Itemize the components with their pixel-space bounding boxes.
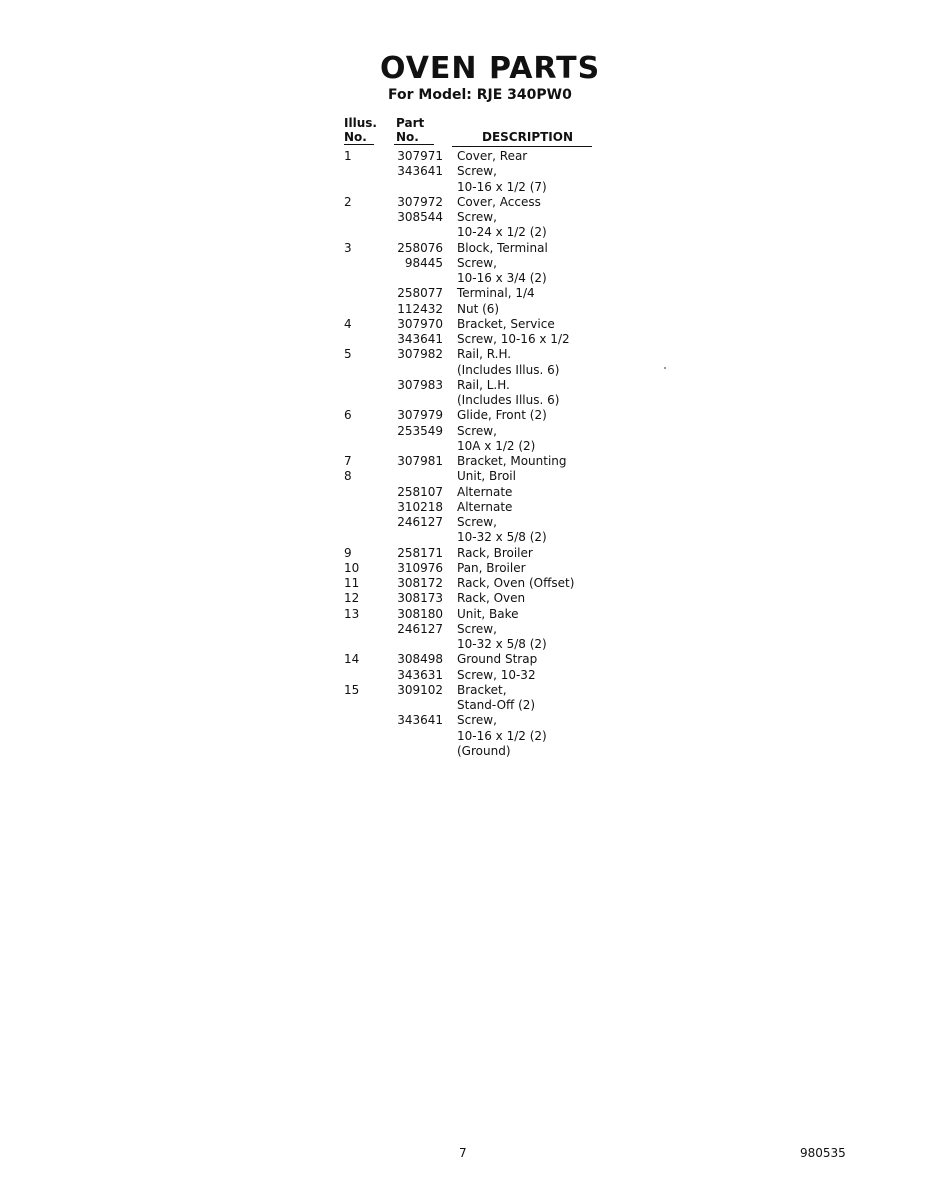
table-row (0, 210, 951, 225)
part-description: Screw, 10-16 x 1/2 (457, 332, 570, 346)
part-number: 309102 (397, 682, 443, 697)
part-description: Glide, Front (2) (457, 408, 547, 423)
table-row (0, 607, 951, 622)
table-row (0, 286, 951, 301)
table-row (0, 683, 951, 698)
table-row (0, 500, 951, 515)
table-row (0, 149, 951, 164)
header-rule-part (394, 144, 434, 145)
part-description: Rail, L.H. (457, 377, 510, 392)
part-description: 10-16 x 1/2 (2) (457, 728, 547, 743)
document-number: 980535 (800, 1146, 846, 1160)
illus-number: 2 (344, 194, 352, 209)
part-description: Cover, Rear (457, 149, 528, 163)
part-number: 308172 (397, 576, 443, 590)
column-header-illus (344, 116, 377, 144)
column-header-description: DESCRIPTION (482, 130, 574, 144)
column-header-part (396, 116, 424, 144)
illus-number: 9 (344, 545, 352, 560)
table-row (0, 363, 951, 378)
part-number: 343641 (397, 713, 443, 728)
illus-number: 12 (344, 591, 360, 606)
illus-number: 11 (344, 576, 360, 590)
part-number: 308544 (397, 210, 443, 224)
table-row (0, 439, 951, 454)
part-number: 258107 (397, 484, 443, 499)
part-description: Bracket, Mounting (457, 454, 567, 468)
part-description: Terminal, 1/4 (457, 286, 535, 301)
part-description: (Includes Illus. 6) (457, 362, 560, 377)
column-header-illus-line2: No. (344, 130, 367, 144)
part-description: Screw, (457, 210, 497, 224)
table-row (0, 485, 951, 500)
header-rule-description (452, 146, 592, 147)
part-number: 258076 (397, 240, 443, 255)
table-row (0, 271, 951, 286)
part-number: 307971 (397, 149, 443, 163)
part-description: Unit, Bake (457, 606, 519, 621)
part-number: 310976 (397, 560, 443, 575)
part-description: Screw, (457, 423, 497, 438)
column-header-part-line1: Part (396, 116, 425, 130)
illus-number: 4 (344, 316, 352, 331)
table-row (0, 668, 951, 683)
illus-number: 15 (344, 682, 360, 697)
part-description: Rack, Oven (457, 591, 526, 606)
column-header-part-line2: No. (396, 130, 419, 144)
page-number: 7 (459, 1146, 467, 1160)
part-description: 10-16 x 3/4 (2) (457, 271, 547, 285)
part-description: 10-32 x 5/8 (2) (457, 530, 547, 545)
part-number: 98445 (404, 255, 443, 270)
part-description: Alternate (457, 499, 513, 514)
part-number: 258077 (397, 286, 443, 301)
part-number: 258171 (397, 545, 443, 560)
table-row (0, 256, 951, 271)
part-description: Rail, R.H. (457, 347, 512, 362)
table-row (0, 469, 951, 484)
table-row (0, 546, 951, 561)
part-description: Screw, (457, 255, 497, 270)
table-row (0, 393, 951, 408)
table-row (0, 576, 951, 591)
part-description: Stand-Off (2) (457, 698, 536, 712)
part-description: Bracket, (457, 682, 507, 697)
illus-number: 14 (344, 652, 360, 667)
part-number: 308180 (397, 606, 443, 621)
table-row (0, 332, 951, 347)
illus-number: 7 (344, 454, 352, 468)
model-subtitle: For Model: RJE 340PW0 (388, 87, 572, 103)
part-number: 246127 (397, 515, 443, 529)
part-description: Screw, (457, 164, 497, 179)
table-row (0, 652, 951, 667)
part-number: 253549 (397, 423, 443, 438)
part-number: 112432 (397, 301, 443, 316)
part-description: Screw, (457, 713, 497, 728)
part-description: Rack, Broiler (457, 545, 533, 560)
illus-number: 5 (344, 347, 352, 362)
table-row (0, 378, 951, 393)
part-description: Rack, Oven (Offset) (457, 576, 575, 590)
table-row (0, 713, 951, 728)
table-row (0, 561, 951, 576)
part-description: Pan, Broiler (457, 560, 526, 575)
table-row (0, 729, 951, 744)
part-number: 343641 (397, 332, 443, 346)
part-description: 10-16 x 1/2 (7) (457, 179, 547, 194)
part-description: Screw, 10-32 (457, 667, 536, 682)
illus-number: 8 (344, 469, 352, 484)
part-number: 343641 (397, 164, 443, 179)
table-row (0, 225, 951, 240)
illus-number: 3 (344, 240, 352, 255)
part-number: 307972 (397, 194, 443, 209)
part-description: Bracket, Service (457, 316, 555, 331)
part-description: Screw, (457, 621, 497, 636)
part-description: (Ground) (457, 743, 511, 758)
illus-number: 10 (344, 560, 360, 575)
part-number: 308498 (397, 652, 443, 667)
table-row (0, 622, 951, 637)
table-row (0, 530, 951, 545)
table-row (0, 408, 951, 423)
part-description: Screw, (457, 515, 497, 529)
part-description: 10-24 x 1/2 (2) (457, 225, 547, 240)
table-row (0, 164, 951, 179)
table-row (0, 637, 951, 652)
part-number: 343631 (397, 667, 443, 682)
table-row (0, 591, 951, 606)
table-row (0, 424, 951, 439)
table-row (0, 180, 951, 195)
table-row (0, 195, 951, 210)
header-rule-illus (344, 144, 374, 145)
illus-number: 13 (344, 606, 360, 621)
part-number: 307983 (397, 377, 443, 392)
part-number: 307982 (397, 347, 443, 362)
part-description: Nut (6) (457, 301, 500, 316)
table-row (0, 744, 951, 759)
table-row (0, 241, 951, 256)
part-description: Cover, Access (457, 194, 541, 209)
table-row (0, 698, 951, 713)
table-row (0, 302, 951, 317)
part-description: Unit, Broil (457, 469, 516, 484)
part-description: Block, Terminal (457, 240, 548, 255)
column-header-illus-line1: Illus. (344, 116, 377, 130)
part-description: Alternate (457, 484, 513, 499)
scan-speck (664, 367, 666, 369)
page-title: OVEN PARTS (380, 51, 601, 86)
part-number: 307970 (397, 316, 443, 331)
part-description: 10A x 1/2 (2) (457, 438, 536, 453)
part-number: 307979 (397, 408, 443, 423)
table-row (0, 515, 951, 530)
part-number: 308173 (397, 591, 443, 606)
part-description: 10-32 x 5/8 (2) (457, 637, 547, 651)
table-row (0, 317, 951, 332)
part-description: (Includes Illus. 6) (457, 393, 560, 407)
part-number: 246127 (397, 621, 443, 636)
illus-number: 6 (344, 408, 352, 423)
part-number: 307981 (397, 454, 443, 468)
part-description: Ground Strap (457, 652, 538, 667)
illus-number: 1 (344, 149, 352, 163)
table-row (0, 454, 951, 469)
table-row (0, 347, 951, 362)
parts-table (0, 149, 951, 759)
part-number: 310218 (397, 499, 443, 514)
